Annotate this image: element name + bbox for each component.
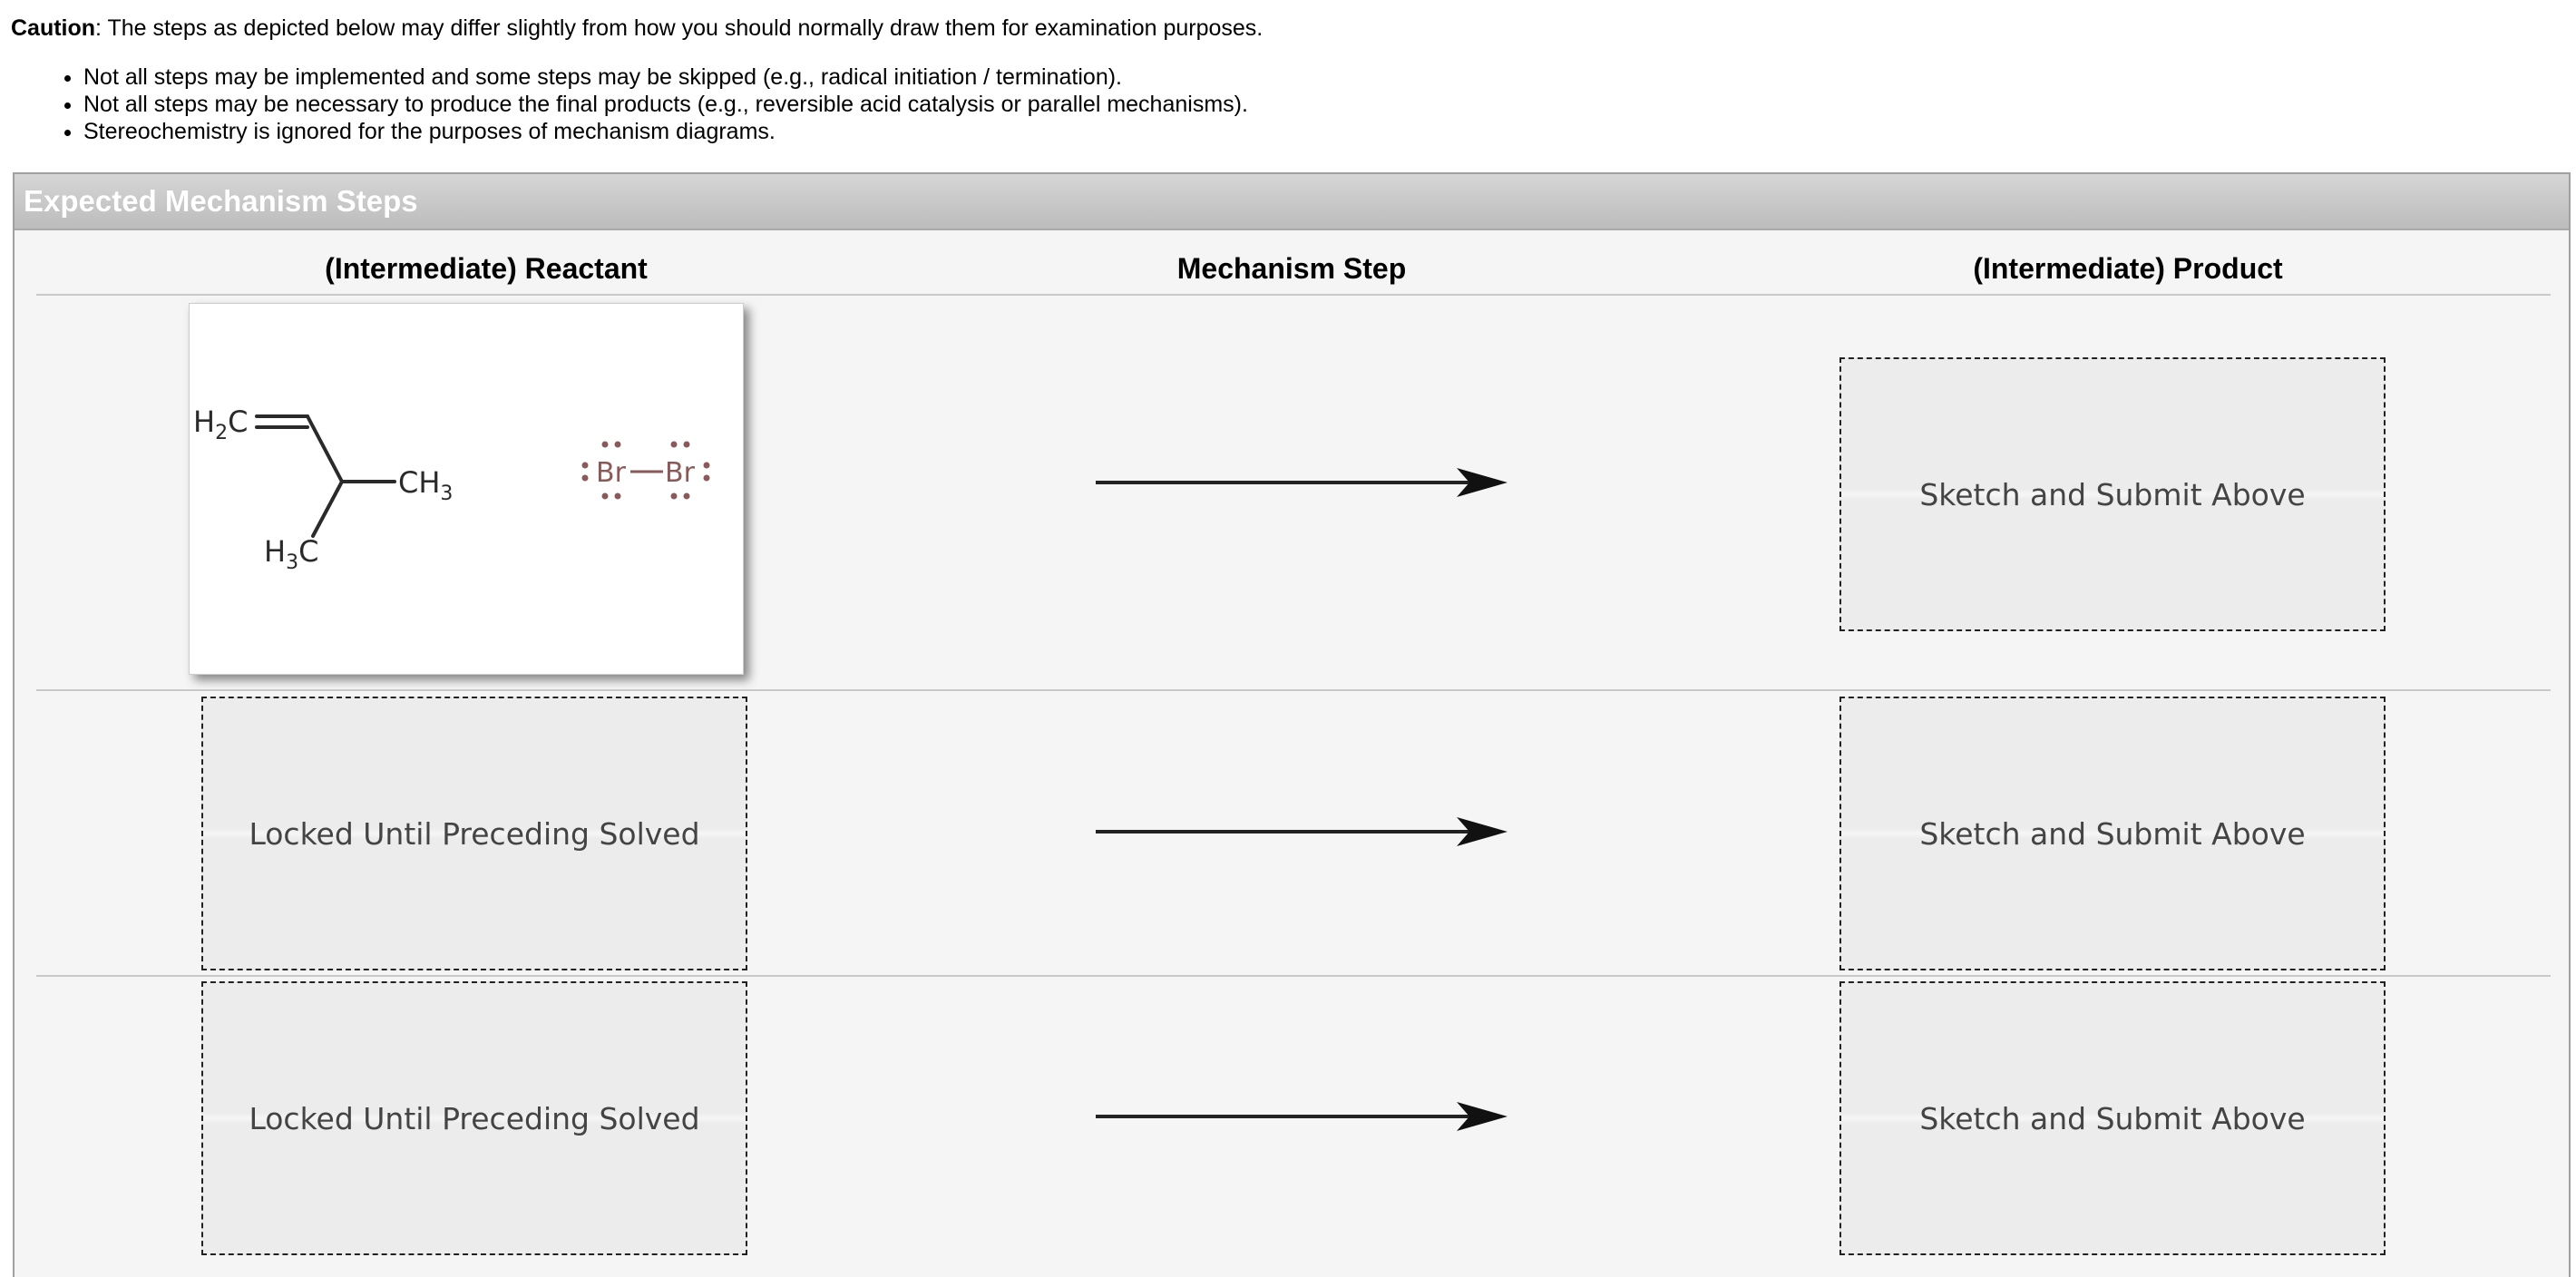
atom-label-h3c: $H_3C$ — [264, 534, 319, 574]
reactant-structure-image — [189, 303, 744, 675]
caution-message: : The steps as depicted below may differ slightly from how you should normally draw them for examination purposes. — [95, 15, 1264, 41]
molecule-drawing — [190, 304, 745, 676]
caution-text — [11, 13, 2551, 44]
bond-line — [307, 416, 342, 482]
mechanism-step-arrow[interactable] — [1094, 1098, 1511, 1135]
atom-label-h2c: $H_2C$ — [193, 405, 249, 444]
reactant-locked-box: Locked Until Preceding Solved — [201, 697, 747, 970]
atom-label-ch3: $CH_3$ — [398, 465, 454, 505]
reactant-locked-box: Locked Until Preceding Solved — [201, 981, 747, 1255]
note-item: • Not all steps may be necessary to produce the final products (e.g., reversible acid catalysis or parallel mechanisms). — [83, 91, 2532, 118]
row-divider — [36, 689, 2551, 691]
mechanism-panel — [13, 172, 2571, 1277]
caution-label: Caution — [11, 15, 96, 41]
bond-line — [313, 482, 342, 536]
atom-label-br1: Br — [596, 457, 626, 489]
product-sketch-box[interactable]: Sketch and Submit Above — [1839, 697, 2386, 970]
row-divider — [36, 975, 2551, 977]
column-header-step: Mechanism Step — [1176, 252, 1407, 285]
notes-list — [11, 63, 2532, 145]
product-sketch-box[interactable]: Sketch and Submit Above — [1839, 981, 2386, 1255]
atom-label-br2: Br — [665, 457, 695, 489]
panel-title: Expected Mechanism Steps — [15, 174, 2569, 230]
column-header-product: (Intermediate) Product — [1973, 252, 2283, 285]
mechanism-step-arrow[interactable] — [1094, 464, 1511, 501]
note-item: • Not all steps may be implemented and some steps may be skipped (e.g., radical initiation / termination). — [83, 63, 2532, 91]
product-sketch-box[interactable]: Sketch and Submit Above — [1839, 357, 2386, 631]
header-divider — [36, 294, 2551, 296]
column-header-reactant: (Intermediate) Reactant — [325, 252, 648, 285]
note-item: • Stereochemistry is ignored for the purposes of mechanism diagrams. — [83, 118, 2532, 145]
mechanism-step-arrow[interactable] — [1094, 814, 1511, 850]
